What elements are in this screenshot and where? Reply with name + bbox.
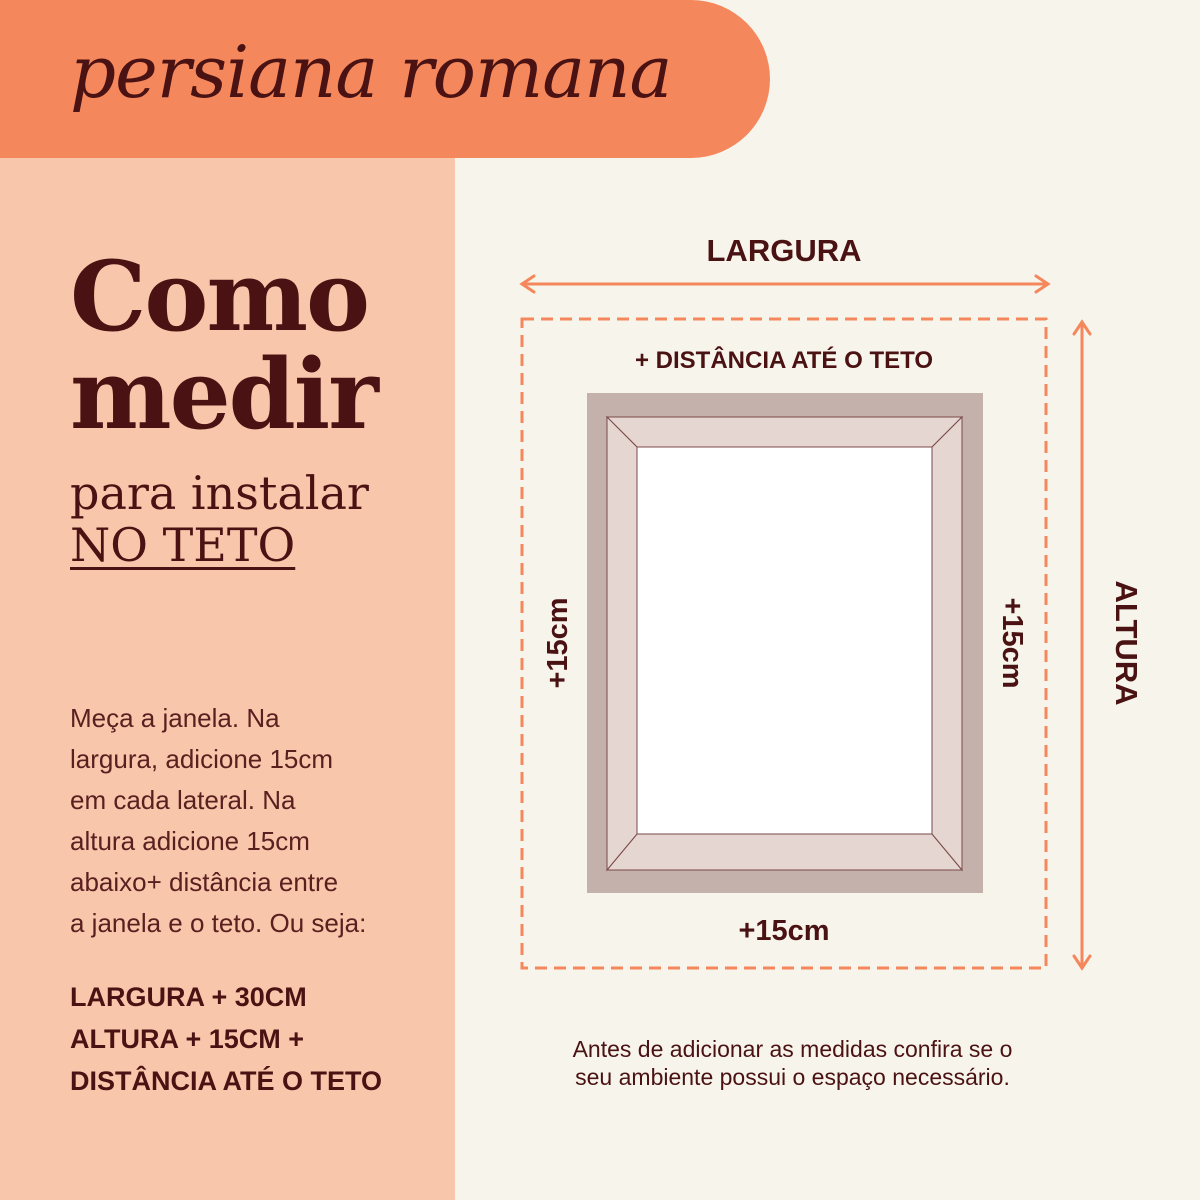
left-label: +15cm bbox=[542, 597, 574, 689]
heading-line-1: Como bbox=[70, 240, 369, 353]
instruction-line: em cada lateral. Na bbox=[70, 785, 296, 815]
subheading-emphasis: NO TETO bbox=[70, 518, 296, 572]
instruction-line: Meça a janela. Na bbox=[70, 703, 280, 733]
bottom-label: +15cm bbox=[738, 915, 830, 947]
measurement-diagram bbox=[455, 158, 1200, 1008]
note-line-1: Antes de adicionar as medidas confira se o bbox=[572, 1036, 1013, 1062]
instruction-line: a janela e o teto. Ou seja: bbox=[70, 908, 367, 938]
formula-line-2: ALTURA + 15CM + bbox=[70, 1024, 305, 1054]
title-banner bbox=[0, 0, 770, 158]
banner-title: persiana romana bbox=[70, 30, 672, 114]
instructions-text bbox=[70, 698, 410, 944]
formula bbox=[70, 976, 382, 1102]
instruction-line: abaixo+ distância entre bbox=[70, 867, 339, 897]
right-label: +15cm bbox=[996, 597, 1028, 689]
formula-line-1: LARGURA + 30CM bbox=[70, 982, 307, 1012]
heading-line-2: medir bbox=[70, 338, 377, 451]
instruction-line: altura adicione 15cm bbox=[70, 826, 310, 856]
note-text bbox=[515, 1035, 1070, 1091]
subheading: para instalar bbox=[70, 466, 369, 520]
window-glass bbox=[637, 447, 932, 834]
width-label: LARGURA bbox=[706, 233, 862, 268]
note-line-2: seu ambiente possui o espaço necessário. bbox=[575, 1064, 1010, 1090]
height-arrow bbox=[1074, 322, 1090, 968]
width-arrow bbox=[522, 276, 1048, 292]
top-label: + DISTÂNCIA ATÉ O TETO bbox=[634, 347, 934, 374]
instruction-line: largura, adicione 15cm bbox=[70, 744, 334, 774]
formula-line-3: DISTÂNCIA ATÉ O TETO bbox=[70, 1066, 383, 1096]
main-heading bbox=[70, 240, 377, 451]
height-label: ALTURA bbox=[1109, 580, 1144, 706]
